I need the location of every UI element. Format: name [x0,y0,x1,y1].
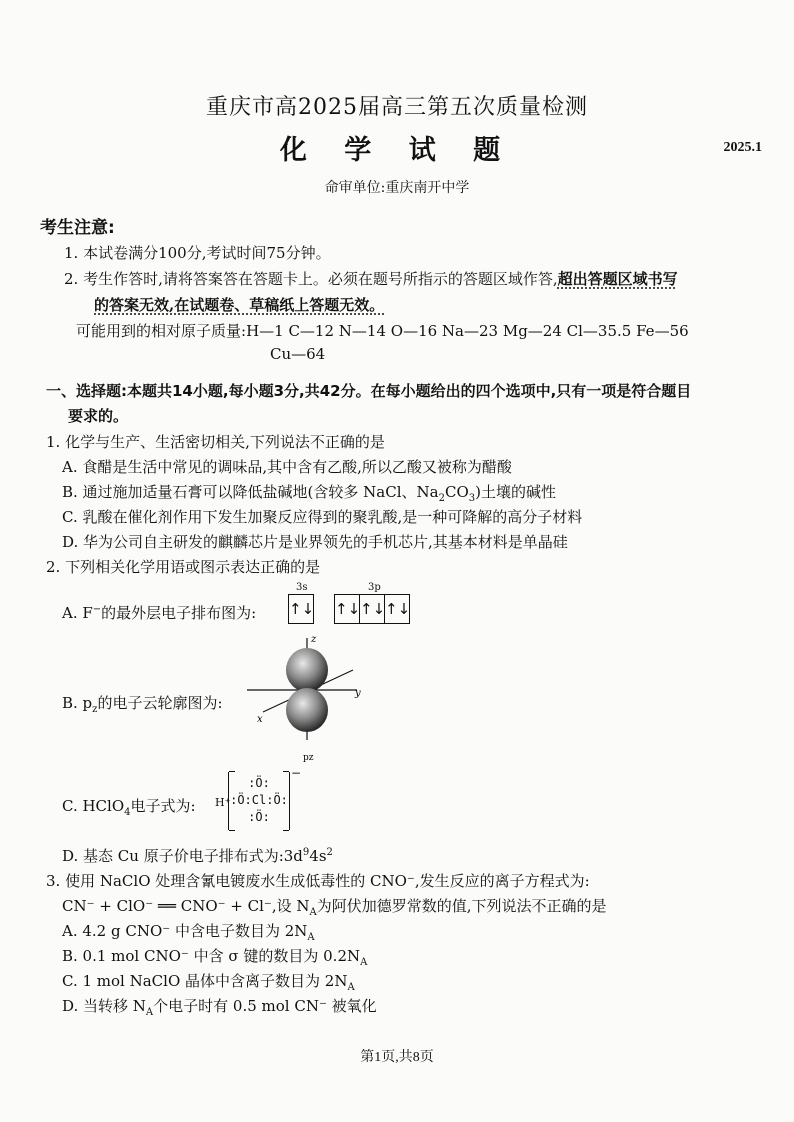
q2-b-text: B. p [62,694,93,712]
electron-charge: − [291,766,302,780]
orbital-3p [334,594,410,624]
q3-option-a [62,920,315,943]
orbital-box: ↑↓ [360,594,385,624]
orbital-box: ↑↓ [334,594,360,624]
q3-c-text: C. 1 mol NaClO 晶体中含离子数目为 2N [62,972,348,990]
notice-heading: 考生注意: [40,218,115,238]
q3-b-text: B. 0.1 mol CNO⁻ 中含 σ 键的数目为 0.2N [62,947,361,965]
q1-option-c: C. 乳酸在催化剂作用下发生加聚反应得到的聚乳酸,是一种可降解的高分子材料 [62,508,583,526]
q2-a-sup: − [92,604,102,615]
atomic-mass-values-2: Cu—64 [270,345,326,363]
notice-item-2-continued: 的答案无效,在试题卷、草稿纸上答题无效。 [94,296,385,314]
pz-caption: pz [303,753,314,763]
q3-stem: 3. 使用 NaClO 处理含氰电镀废水生成低毒性的 CNO⁻,发生反应的离子方程式为: [46,872,590,890]
h-plus: H⁺ [215,796,231,809]
q3-a-text: A. 4.2 g CNO⁻ 中含电子数目为 2N [62,922,308,940]
q3-eq-sub: A [309,907,317,918]
q1-b-co: CO [444,483,469,501]
q2-c-text: C. HClO [62,797,125,815]
z-axis-label: z [311,634,317,645]
q2-b-text-2: 的电子云轮廓图为: [97,694,223,712]
atomic-mass-line [76,320,689,341]
q3-option-c [62,970,355,993]
q1-b-sub2: 3 [468,493,476,504]
q2-c-text-2: 电子式为: [130,797,196,815]
q2-c-sub: 4 [124,807,131,818]
x-axis-label: x [257,714,263,725]
lower-lobe [286,688,328,732]
electron-formula-bracket [228,772,290,830]
q2-option-c [62,795,196,818]
q3-d-text-2: 个电子时有 0.5 mol CN⁻ 被氧化 [153,997,377,1015]
q2-option-b [62,692,223,715]
exam-date: 2025.1 [723,140,762,155]
q3-c-sub: A [347,982,355,993]
q2-d-4s: 4s [309,847,327,865]
q3-equation [62,895,607,918]
orbital-box: ↑↓ [385,594,410,624]
q2-option-a [62,602,256,623]
y-axis-label: y [355,688,361,699]
q1-option-a: A. 食醋是生活中常见的调味品,其中含有乙酸,所以乙酸又被称为醋酸 [62,458,512,476]
q2-d-text: D. 基态 Cu 原子价电子排布式为:3d [62,847,303,865]
q2-a-text-2: 的最外层电子排布图为: [101,604,257,622]
q1-stem: 1. 化学与生产、生活密切相关,下列说法不正确的是 [46,433,385,451]
electron-bottom: :Ö: [248,810,270,824]
notice-item-2-text: 2. 考生作答时,请将答案答在答题卡上。必须在题号所指示的答题区域作答, [64,270,558,288]
q3-option-d [62,995,377,1018]
q2-a-text: A. F [62,604,93,622]
q2-option-d [62,845,333,866]
q2-stem: 2. 下列相关化学用语或图示表达正确的是 [46,558,321,576]
atomic-mass-label: 可能用到的相对原子质量: [76,322,247,340]
q2-d-sup: 9 [302,847,310,858]
q3-option-b [62,945,367,968]
electron-middle: :Ö:Cl:Ö: [230,793,288,807]
q3-d-sub: A [145,1007,154,1018]
upper-lobe [286,648,328,692]
orbital-label-3s: 3s [296,582,308,593]
setter-unit: 命审单位:重庆南开中学 [324,180,470,196]
atomic-mass-values: H—1 C—12 N—14 O—16 Na—23 Mg—24 Cl—35.5 Fe—56 [246,322,689,340]
q3-b-sub: A [360,957,368,968]
pz-orbital-diagram [245,630,370,765]
q3-eq-text: CN⁻ + ClO⁻ ══ CNO⁻ + Cl⁻,设 N [62,897,310,915]
q1-option-b [62,481,556,504]
electron-top: :Ö: [248,776,270,790]
q1-b-end: )土壤的碱性 [475,483,556,501]
q3-eq-text-2: 为阿伏加德罗常数的值,下列说法不正确的是 [316,897,607,915]
notice-item-1: 1. 本试卷满分100分,考试时间75分钟。 [64,244,331,262]
orbital-label-3p: 3p [368,582,381,593]
q3-a-sub: A [307,932,315,943]
exam-title: 重庆市高2025届高三第五次质量检测 [206,95,588,120]
subject-title: 化 学 试 题 [279,135,515,166]
q1-b-text: B. 通过施加适量石膏可以降低盐碱地(含较多 NaCl、Na [62,483,439,501]
page-footer: 第1页,共8页 [360,1050,434,1065]
q2-b-sub: z [92,704,98,715]
q3-d-text: D. 当转移 N [62,997,146,1015]
notice-item-2-emphasis: 超出答题区域书写 [557,270,678,288]
notice-item-2 [64,268,678,289]
q1-option-d: D. 华为公司自主研发的麒麟芯片是业界领先的手机芯片,其基本材料是单晶硅 [62,533,568,551]
section-heading-continued: 要求的。 [68,407,129,425]
section-heading: 一、选择题:本题共14小题,每小题3分,共42分。在每小题给出的四个选项中,只有一项是符合题目 [46,382,692,400]
orbital-box: ↑↓ [288,594,314,624]
q1-b-sub: 2 [438,493,445,504]
orbital-3s [288,594,314,624]
q2-d-sup2: 2 [326,847,333,858]
